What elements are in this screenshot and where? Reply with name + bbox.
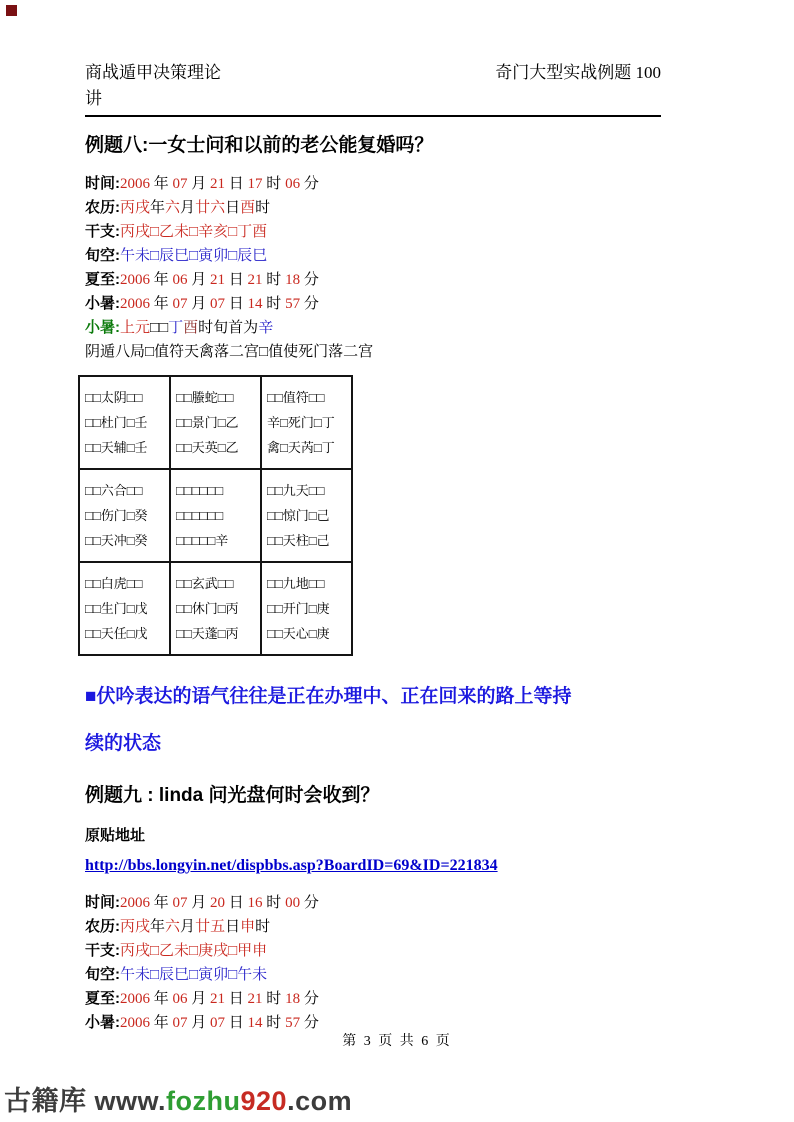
grid-cell-line: □□开门□庚: [267, 601, 330, 616]
watermark-920: 920: [240, 1086, 288, 1116]
text-segment: 20: [210, 895, 229, 911]
time-line: [85, 891, 661, 915]
example9-title: 例题九 : linda 问光盘何时会收到？: [85, 785, 380, 806]
time-line: [85, 172, 661, 196]
grid-cell-line: □□惊门□己: [267, 508, 330, 523]
text-segment: 六: [165, 919, 181, 935]
text-segment: 分: [303, 176, 319, 192]
summer-solstice-line: [85, 987, 661, 1011]
text-segment: 日: [225, 200, 241, 216]
text-segment: 2006: [120, 1015, 154, 1031]
text-segment: 干支:: [85, 223, 120, 240]
text-segment: 月: [191, 296, 211, 312]
text-segment: 上元: [120, 320, 151, 336]
text-segment: 06: [285, 176, 304, 192]
grid-cell-line: □□伤门□癸: [85, 508, 148, 523]
text-segment: 21: [247, 991, 267, 1007]
text-segment: 时间:: [85, 894, 120, 911]
text-segment: 年: [153, 296, 173, 312]
grid-cell: [79, 376, 170, 469]
text-segment: 分: [303, 1015, 319, 1031]
watermark-fozhu: fozhu: [166, 1086, 241, 1116]
text-segment: 57: [285, 296, 304, 312]
minor-heat-line: [85, 292, 661, 316]
text-segment: 07: [172, 1015, 192, 1031]
text-segment: 时旬首为: [198, 320, 259, 336]
grid-cell-line: □□生门□戊: [85, 601, 148, 616]
fuyin-note-line2: 续的状态: [85, 733, 162, 754]
text-segment: 丙戌: [120, 200, 151, 216]
text-segment: 07: [172, 895, 192, 911]
text-segment: 日: [228, 272, 248, 288]
grid-cell: [170, 376, 261, 469]
text-segment: 六: [165, 200, 181, 216]
grid-cell-line: □□九地□□: [267, 576, 325, 591]
text-segment: 时: [266, 991, 286, 1007]
text-segment: 旬空:: [85, 247, 120, 264]
text-segment: 07: [172, 176, 192, 192]
watermark-suffix: .com: [287, 1086, 353, 1116]
grid-cell-line: □□□□□□: [176, 483, 224, 498]
text-segment: 旬空:: [85, 966, 120, 983]
text-segment: 时: [266, 895, 286, 911]
grid-cell-line: □□六合□□: [85, 483, 143, 498]
text-segment: 21: [210, 991, 229, 1007]
text-segment: 日: [228, 296, 248, 312]
text-segment: 日: [228, 991, 248, 1007]
fuyin-note-line1: ■伏吟表达的语气往往是正在办理中、正在回来的路上等持: [85, 686, 572, 707]
text-segment: 年: [150, 200, 166, 216]
ganzhi-line: [85, 220, 661, 244]
text-segment: 时间:: [85, 175, 120, 192]
grid-cell-line: □□值符□□: [267, 390, 325, 405]
text-segment: 时: [266, 1015, 286, 1031]
grid-cell-line: □□杜门□壬: [85, 415, 148, 430]
grid-cell: [170, 469, 261, 562]
text-segment: 丙戌□乙未□辛亥□丁酉: [120, 224, 268, 240]
grid-cell-line: □□太阴□□: [85, 390, 143, 405]
text-segment: 2006: [120, 272, 154, 288]
header-left-title: 商战遁甲决策理论: [85, 63, 221, 82]
text-segment: 廿六: [195, 200, 226, 216]
grid-cell-line: 辛□死门□丁: [267, 415, 335, 430]
grid-cell-line: □□天柱□己: [267, 533, 330, 548]
text-segment: 丙戌□乙未□庚戌□甲申: [120, 943, 268, 959]
summer-solstice-line: [85, 268, 661, 292]
text-segment: 月: [191, 991, 211, 1007]
ganzhi-line: [85, 939, 661, 963]
text-segment: 分: [303, 296, 319, 312]
text-segment: 日: [228, 1015, 248, 1031]
text-segment: 年: [153, 895, 173, 911]
text-segment: 丁: [168, 320, 184, 336]
text-segment: 21: [210, 272, 229, 288]
text-segment: 小暑:: [85, 1014, 120, 1031]
qimen-grid: [78, 375, 353, 656]
yindun-bureau-line: [85, 340, 661, 364]
text-segment: 辛: [258, 320, 274, 336]
text-segment: 日: [228, 895, 248, 911]
text-segment: 年: [153, 1015, 173, 1031]
text-segment: 2006: [120, 895, 154, 911]
grid-cell-line: □□天蓬□丙: [176, 626, 239, 641]
text-segment: 07: [172, 296, 192, 312]
grid-cell: [261, 469, 352, 562]
site-watermark: [4, 1079, 352, 1118]
text-segment: 06: [172, 991, 192, 1007]
text-segment: 年: [153, 991, 173, 1007]
text-segment: 2006: [120, 991, 154, 1007]
grid-cell-line: □□景门□乙: [176, 415, 239, 430]
text-segment: 时: [266, 176, 286, 192]
grid-cell-line: □□天心□庚: [267, 626, 330, 641]
minor-heat-yuan-line: [85, 316, 661, 340]
text-segment: 18: [285, 991, 304, 1007]
page-content: [85, 60, 661, 1035]
grid-cell: [79, 562, 170, 655]
scan-artifact-square: [6, 5, 17, 16]
text-segment: 分: [303, 991, 319, 1007]
grid-cell: [79, 469, 170, 562]
xunkong-line: [85, 963, 661, 987]
header-right-title: 奇门大型实战例题 100: [495, 63, 661, 82]
fuyin-note: [85, 684, 661, 757]
text-segment: □□: [150, 320, 169, 336]
text-segment: 月: [180, 200, 196, 216]
text-segment: 18: [285, 272, 304, 288]
text-segment: 小暑:: [85, 319, 120, 336]
watermark-prefix: 古籍库 www.: [4, 1086, 167, 1116]
grid-cell-line: □□□□□□: [176, 508, 224, 523]
text-segment: 月: [180, 919, 196, 935]
text-segment: 农历:: [85, 918, 120, 935]
text-segment: 分: [303, 272, 319, 288]
text-segment: 年: [153, 272, 173, 288]
text-segment: 申: [240, 919, 256, 935]
lunar-date-line: [85, 196, 661, 220]
text-segment: 酉: [183, 320, 199, 336]
text-segment: 月: [191, 176, 211, 192]
source-post-link[interactable]: http://bbs.longyin.net/dispbbs.asp?BoardID=69&ID=221834: [85, 857, 498, 874]
text-segment: 07: [210, 1015, 229, 1031]
text-segment: 日: [228, 176, 248, 192]
text-segment: 月: [191, 895, 211, 911]
text-segment: 时: [255, 919, 271, 935]
xunkong-line: [85, 244, 661, 268]
grid-cell: [261, 376, 352, 469]
text-segment: 日: [225, 919, 241, 935]
text-segment: 17: [247, 176, 267, 192]
grid-cell-line: □□天冲□癸: [85, 533, 148, 548]
text-segment: 酉: [240, 200, 256, 216]
example9-info-block: [85, 891, 661, 1035]
grid-cell-line: □□白虎□□: [85, 576, 143, 591]
text-segment: 2006: [120, 296, 154, 312]
example8-title: 例题八:一女士问和以前的老公能复婚吗？: [85, 135, 434, 156]
text-segment: 午未□辰巳□寅卯□午未: [120, 967, 268, 983]
lunar-date-line: [85, 915, 661, 939]
grid-cell-line: □□天辅□壬: [85, 440, 148, 455]
grid-cell: [261, 562, 352, 655]
text-segment: 2006: [120, 176, 154, 192]
text-segment: 年: [150, 919, 166, 935]
text-segment: 21: [247, 272, 267, 288]
text-segment: 丙戌: [120, 919, 151, 935]
footer-page-number: 第 3 页 共 6 页: [342, 1034, 452, 1049]
grid-cell-line: □□九天□□: [267, 483, 325, 498]
grid-cell-line: □□□□□辛: [176, 533, 229, 548]
text-segment: 16: [247, 895, 267, 911]
grid-cell-line: □□玄武□□: [176, 576, 234, 591]
text-segment: 时: [255, 200, 271, 216]
text-segment: 月: [191, 272, 211, 288]
text-segment: 午未□辰巳□寅卯□辰巳: [120, 248, 268, 264]
header-divider: [85, 115, 661, 117]
text-segment: 14: [247, 296, 267, 312]
header-left-title-wrap: 讲: [85, 89, 102, 108]
text-segment: 干支:: [85, 942, 120, 959]
text-segment: 夏至:: [85, 990, 120, 1007]
page-header: [85, 60, 661, 86]
grid-cell-line: □□天英□乙: [176, 440, 239, 455]
grid-cell-line: □□螣蛇□□: [176, 390, 234, 405]
qimen-grid-row: [79, 376, 352, 469]
text-segment: 小暑:: [85, 295, 120, 312]
grid-cell-line: □□天任□戊: [85, 626, 148, 641]
text-segment: 廿五: [195, 919, 226, 935]
text-segment: 21: [210, 176, 229, 192]
grid-cell-line: 禽□天芮□丁: [267, 440, 335, 455]
text-segment: 夏至:: [85, 271, 120, 288]
text-segment: 14: [247, 1015, 267, 1031]
source-post-label: 原贴地址: [85, 827, 146, 844]
text-segment: 00: [285, 895, 304, 911]
text-segment: 农历:: [85, 199, 120, 216]
qimen-grid-row: [79, 562, 352, 655]
text-segment: 07: [210, 296, 229, 312]
example8-info-block: [85, 172, 661, 364]
grid-cell-line: □□休门□丙: [176, 601, 239, 616]
text-segment: 06: [172, 272, 192, 288]
text-segment: 时: [266, 272, 286, 288]
text-segment: 阴遁八局□值符天禽落二宫□值使死门落二宫: [85, 344, 374, 360]
text-segment: 年: [153, 176, 173, 192]
text-segment: 57: [285, 1015, 304, 1031]
text-segment: 月: [191, 1015, 211, 1031]
text-segment: 时: [266, 296, 286, 312]
grid-cell: [170, 562, 261, 655]
qimen-grid-row: [79, 469, 352, 562]
text-segment: 分: [303, 895, 319, 911]
